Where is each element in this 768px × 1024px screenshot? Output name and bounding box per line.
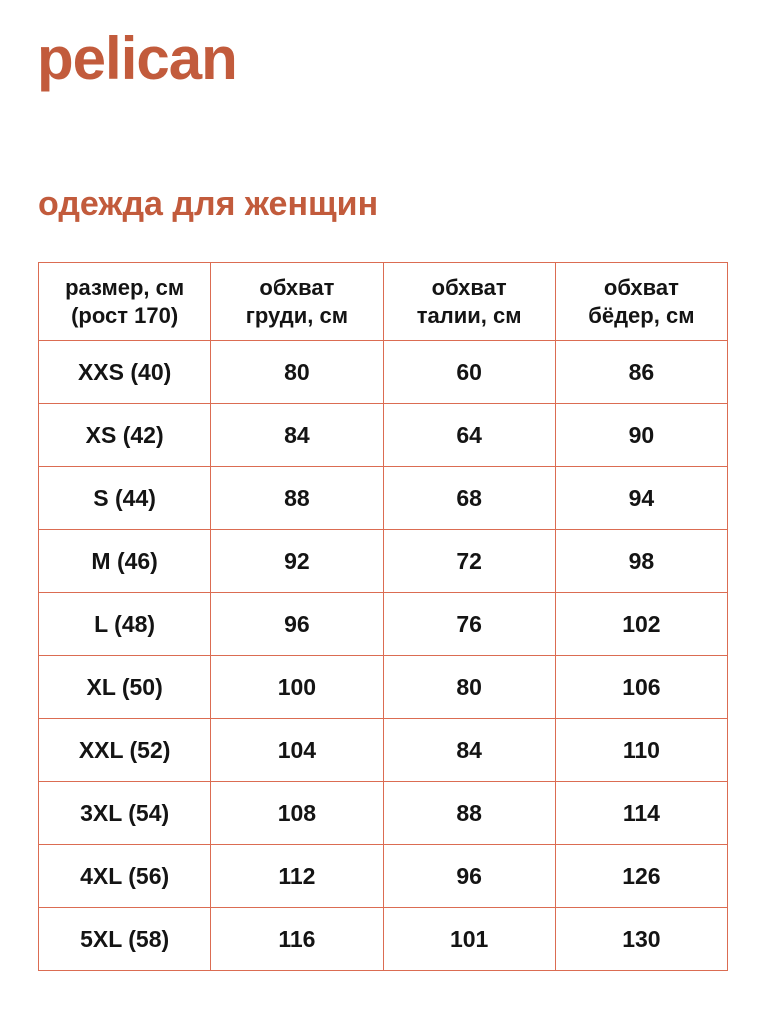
size-cell: XL (50) [39,656,211,719]
chest-cell: 100 [211,656,383,719]
hips-cell: 90 [555,404,727,467]
chest-cell: 104 [211,719,383,782]
chest-cell: 84 [211,404,383,467]
chest-cell: 112 [211,845,383,908]
header-line: обхват [259,275,335,300]
table-row [39,656,728,719]
table-row [39,719,728,782]
header-cell-chest [211,263,383,341]
header-line: размер, см [65,275,185,300]
table-row [39,404,728,467]
header-cell-size [39,263,211,341]
waist-cell: 60 [383,341,555,404]
waist-cell: 68 [383,467,555,530]
waist-cell: 88 [383,782,555,845]
header-line: талии, см [416,302,522,328]
chest-cell: 116 [211,908,383,971]
size-cell: 4XL (56) [39,845,211,908]
table-header-row [39,263,728,341]
table-row [39,593,728,656]
header-cell-hips [555,263,727,341]
header-line: груди, см [245,302,348,328]
hips-cell: 126 [555,845,727,908]
size-table-body [39,341,728,971]
hips-cell: 106 [555,656,727,719]
pelican-logo: pelican [37,25,237,92]
chest-cell: 96 [211,593,383,656]
table-row [39,530,728,593]
waist-cell: 84 [383,719,555,782]
hips-cell: 102 [555,593,727,656]
waist-cell: 64 [383,404,555,467]
size-cell: S (44) [39,467,211,530]
hips-cell: 130 [555,908,727,971]
header-line: (рост 170) [71,302,179,328]
table-row [39,782,728,845]
hips-cell: 86 [555,341,727,404]
header-line: бёдер, см [588,302,695,328]
size-cell: 5XL (58) [39,908,211,971]
waist-cell: 80 [383,656,555,719]
table-row [39,341,728,404]
header-cell-waist [383,263,555,341]
hips-cell: 94 [555,467,727,530]
size-table-head [39,263,728,341]
table-row [39,467,728,530]
size-cell: XXL (52) [39,719,211,782]
chest-cell: 80 [211,341,383,404]
table-row [39,908,728,971]
size-cell: L (48) [39,593,211,656]
waist-cell: 101 [383,908,555,971]
size-cell: 3XL (54) [39,782,211,845]
size-cell: M (46) [39,530,211,593]
hips-cell: 110 [555,719,727,782]
hips-cell: 98 [555,530,727,593]
chest-cell: 88 [211,467,383,530]
size-cell: XXS (40) [39,341,211,404]
waist-cell: 72 [383,530,555,593]
size-table [38,262,728,971]
hips-cell: 114 [555,782,727,845]
chest-cell: 108 [211,782,383,845]
waist-cell: 76 [383,593,555,656]
page-title: одежда для женщин [38,185,379,223]
header-line: обхват [603,275,679,300]
chest-cell: 92 [211,530,383,593]
table-row [39,845,728,908]
header-line: обхват [431,275,507,300]
waist-cell: 96 [383,845,555,908]
size-cell: XS (42) [39,404,211,467]
